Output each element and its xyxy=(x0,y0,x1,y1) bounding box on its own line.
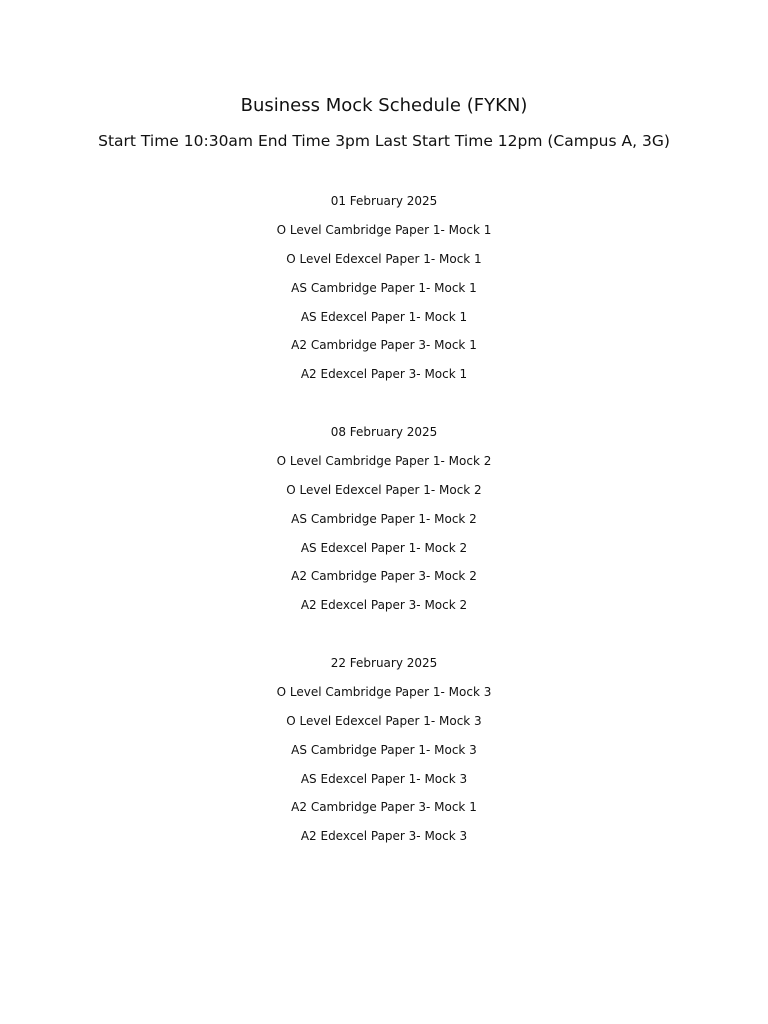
document-title: Business Mock Schedule (FYKN) xyxy=(240,95,528,116)
exam-item: O Level Edexcel Paper 1- Mock 2 xyxy=(286,482,482,497)
exam-item: AS Cambridge Paper 1- Mock 2 xyxy=(291,511,477,526)
exam-item: O Level Cambridge Paper 1- Mock 2 xyxy=(276,453,492,468)
exam-item: AS Edexcel Paper 1- Mock 1 xyxy=(300,309,468,324)
exam-item: AS Edexcel Paper 1- Mock 2 xyxy=(300,540,468,555)
schedule-block-3 xyxy=(0,654,768,856)
schedule-date: 08 February 2025 xyxy=(330,425,438,439)
exam-item: O Level Edexcel Paper 1- Mock 1 xyxy=(286,251,482,266)
exam-item: A2 Edexcel Paper 3- Mock 3 xyxy=(300,829,468,844)
exam-item: AS Cambridge Paper 1- Mock 3 xyxy=(291,742,477,757)
exam-item: A2 Cambridge Paper 3- Mock 1 xyxy=(291,338,477,353)
document-subtitle: Start Time 10:30am End Time 3pm Last Start Time 12pm (Campus A, 3G) xyxy=(98,132,670,150)
exam-item: O Level Cambridge Paper 1- Mock 1 xyxy=(276,222,492,237)
exam-item: AS Cambridge Paper 1- Mock 1 xyxy=(291,280,477,295)
exam-item: A2 Cambridge Paper 3- Mock 1 xyxy=(291,800,477,815)
exam-item: A2 Edexcel Paper 3- Mock 1 xyxy=(300,367,468,382)
exam-item: O Level Cambridge Paper 1- Mock 3 xyxy=(276,684,492,699)
schedule-block-1 xyxy=(0,192,768,394)
exam-item: O Level Edexcel Paper 1- Mock 3 xyxy=(286,713,482,728)
schedule-block-2 xyxy=(0,423,768,625)
schedule-date: 22 February 2025 xyxy=(330,656,438,670)
exam-item: A2 Edexcel Paper 3- Mock 2 xyxy=(300,598,468,613)
exam-item: AS Edexcel Paper 1- Mock 3 xyxy=(300,771,468,786)
schedule-date: 01 February 2025 xyxy=(330,194,438,208)
exam-item: A2 Cambridge Paper 3- Mock 2 xyxy=(291,569,477,584)
